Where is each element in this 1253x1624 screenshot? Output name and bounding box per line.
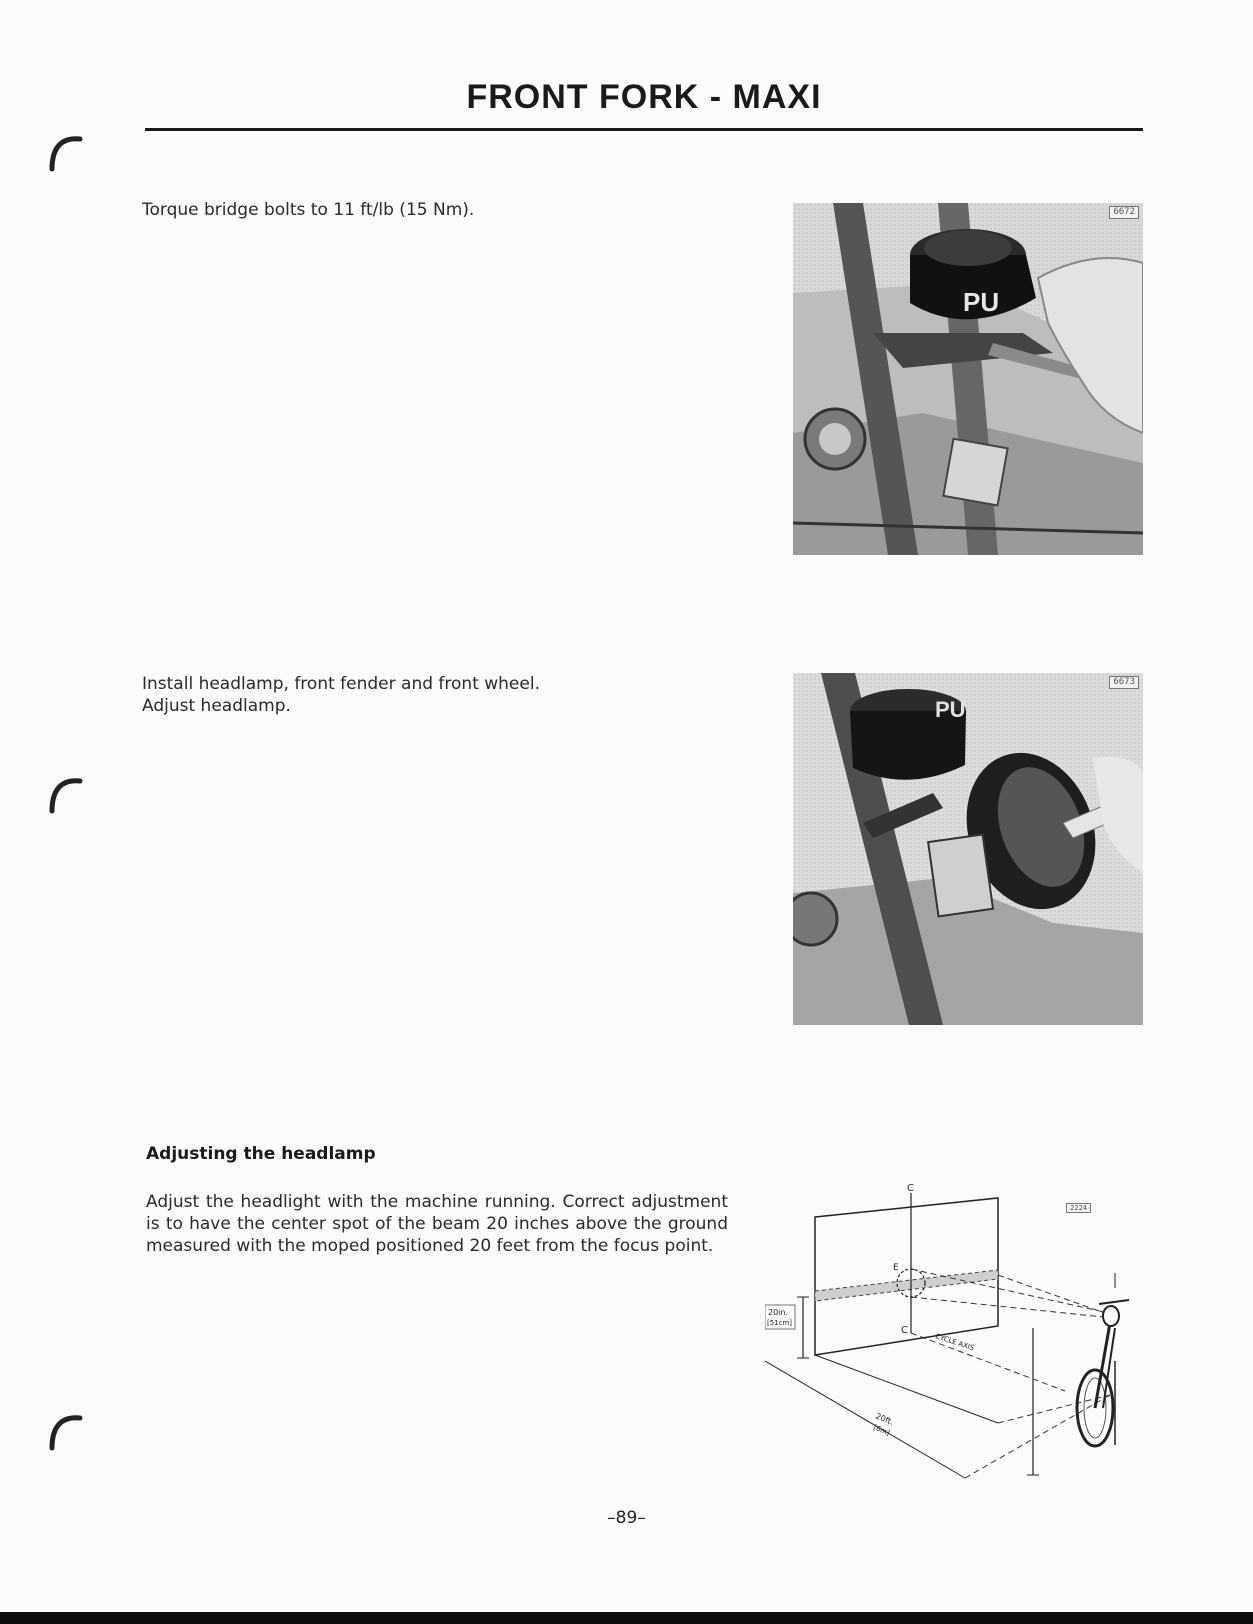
binder-hole-icon: [44, 775, 84, 815]
photo-bridge-bolts: [793, 203, 1143, 555]
figure-tag: 6672: [1109, 206, 1139, 219]
photo-bridge-bolts-image: [793, 203, 1143, 555]
height-cm: [51cm]: [767, 1319, 793, 1327]
distance-meters: [6m]: [872, 1423, 891, 1438]
photo-headlamp-install: [793, 673, 1143, 1025]
label-c-top: C: [907, 1183, 914, 1194]
headlamp-beam-diagram-svg: [765, 1183, 1143, 1483]
binder-hole-icon: [44, 133, 84, 173]
page-number: –89–: [607, 1508, 646, 1528]
photo-brand-text: PU: [935, 697, 966, 722]
photo-headlamp-install-image: [793, 673, 1143, 1025]
adjust-headlamp-instruction: Adjust headlamp.: [142, 696, 291, 716]
headlamp-beam-diagram: [765, 1183, 1143, 1483]
scan-bottom-edge: [0, 1612, 1253, 1624]
label-c-bottom: C: [901, 1325, 908, 1336]
distance-feet: 20ft.: [874, 1411, 895, 1427]
headlamp-adjust-description: Adjust the headlight with the machine running. Correct adjustment is to have the center spot of the beam 20 inches above the ground measured with the moped positioned 20 feet from the focus point.: [146, 1192, 728, 1256]
binder-hole-icon: [44, 1412, 84, 1452]
figure-tag: 2224: [1066, 1203, 1091, 1213]
page-title: FRONT FORK - MAXI: [466, 78, 822, 116]
figure-tag: 6673: [1109, 676, 1139, 689]
height-inches: 20in.: [768, 1308, 789, 1317]
photo-brand-text: PU: [963, 287, 1000, 317]
torque-instruction: Torque bridge bolts to 11 ft/lb (15 Nm).: [142, 200, 475, 220]
section-heading: Adjusting the headlamp: [146, 1144, 376, 1164]
title-rule: [145, 128, 1143, 131]
label-e: E: [893, 1263, 899, 1273]
install-headlamp-instruction: Install headlamp, front fender and front wheel.: [142, 674, 540, 694]
cycle-axis-label: CYCLE AXIS: [934, 1332, 976, 1353]
